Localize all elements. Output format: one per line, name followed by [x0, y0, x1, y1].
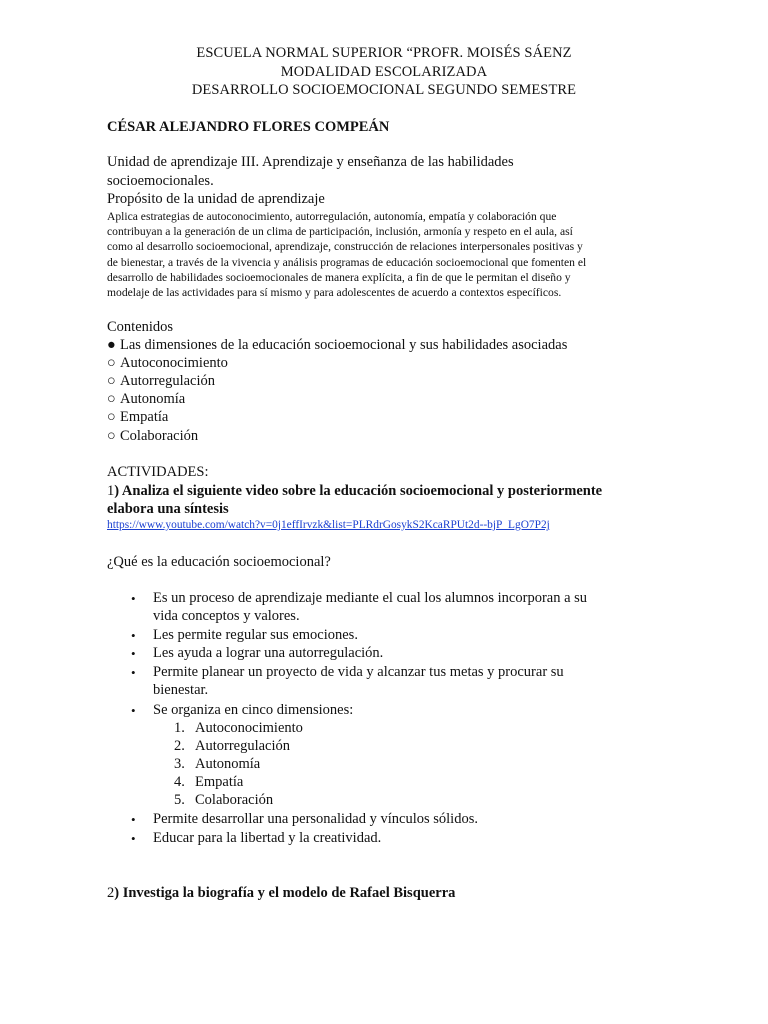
contents-heading: Contenidos — [107, 319, 174, 335]
answer-5: Se organiza en cinco dimensiones: — [153, 702, 354, 718]
purpose-line: Aplica estrategias de autoconocimiento, autorregulación, autonomía, empatía y colaboración que — [107, 210, 557, 223]
bullet-icon: • — [131, 646, 136, 661]
activity-1-line1 — [107, 483, 602, 500]
bullet-icon: • — [131, 812, 136, 827]
dimension-label: Autorregulación — [195, 738, 291, 754]
activity-1-line2: elabora una síntesis — [107, 501, 229, 517]
hollow-bullet-icon: ○ — [107, 409, 116, 425]
activity-2-text: ) Investiga la biografía y el modelo de Rafael Bisquerra — [114, 885, 456, 901]
activity-2-number: 2 — [107, 885, 115, 901]
purpose-line: desarrollo de habilidades socioemocionales de manera explícita, a fin de que le permitan el diseño y — [107, 270, 571, 284]
dimension-label: Autoconocimiento — [195, 720, 303, 736]
dimension-number: 2. — [174, 738, 185, 754]
bullet-icon: • — [131, 703, 136, 718]
bullet-icon: • — [131, 831, 136, 846]
hollow-bullet-icon: ○ — [107, 428, 116, 444]
activity-2 — [107, 885, 455, 902]
dimension-number: 4. — [174, 774, 185, 790]
activity-1-number: 1 — [107, 483, 115, 499]
bullet-icon: • — [131, 665, 136, 680]
contents-sub-item: ○ Colaboración — [107, 428, 199, 444]
dimension-number: 3. — [174, 756, 185, 772]
contents-sub-item: ○ Empatía — [107, 409, 169, 425]
contents-sub-item: ○ Autonomía — [107, 391, 186, 407]
unit-title-line2: socioemocionales. — [107, 173, 214, 189]
contents-sub-item: ○ Autorregulación — [107, 373, 216, 389]
contents-main-item — [107, 337, 567, 354]
modality: MODALIDAD ESCOLARIZADA — [280, 64, 488, 80]
hollow-bullet-icon: ○ — [107, 391, 116, 407]
dimension-number: 1. — [174, 720, 185, 736]
contents-sub-item: ○ Autoconocimiento — [107, 355, 228, 371]
school-name: ESCUELA NORMAL SUPERIOR “PROFR. MOISÉS SÁENZ — [196, 45, 572, 61]
hollow-bullet-icon: ○ — [107, 373, 116, 389]
hollow-bullet-icon: ○ — [107, 355, 116, 371]
activities-heading: ACTIVIDADES: — [107, 464, 209, 480]
answer-2: Les permite regular sus emociones. — [153, 627, 358, 643]
answer-6: Permite desarrollar una personalidad y vínculos sólidos. — [153, 811, 478, 827]
purpose-line: como al desarrollo socioemocional, aprendizaje, construcción de relaciones interpersonales positivas y — [107, 240, 583, 254]
purpose-line: contribuyan a la generación de un clima de participación, inclusión, armonía y respeto en el aula, así — [107, 225, 573, 239]
answer-1-line2: vida conceptos y valores. — [153, 608, 300, 624]
youtube-video-link[interactable]: https://www.youtube.com/watch?v=0j1effIrvzk&list=PLRdrGosykS2KcaRPUt2d--bjP_LgO7P2j — [107, 519, 550, 531]
purpose-line: modelaje de las actividades para sí mismo y para adolescentes de acuerdo a contextos específicos. — [107, 286, 562, 300]
answer-7: Educar para la libertad y la creatividad. — [153, 830, 382, 846]
unit-title-line1: Unidad de aprendizaje III. Aprendizaje y enseñanza de las habilidades — [107, 154, 514, 170]
bullet-icon: • — [131, 628, 136, 643]
contents-main-label: Las dimensiones de la educación socioemocional y sus habilidades asociadas — [120, 337, 568, 353]
author-name: CÉSAR ALEJANDRO FLORES COMPEÁN — [107, 119, 390, 135]
purpose-heading: Propósito de la unidad de aprendizaje — [107, 191, 325, 207]
answer-1-line1: Es un proceso de aprendizaje mediante el cual los alumnos incorporan a su — [153, 590, 588, 606]
purpose-paragraph — [107, 209, 586, 300]
filled-bullet-icon: ● — [107, 337, 116, 353]
answer-4-line2: bienestar. — [153, 682, 209, 698]
question-heading: ¿Qué es la educación socioemocional? — [107, 554, 331, 570]
activity-1-text: ) Analiza el siguiente video sobre la educación socioemocional y posteriormente — [114, 483, 603, 499]
answer-3: Les ayuda a lograr una autorregulación. — [153, 645, 384, 661]
dimension-label: Colaboración — [195, 792, 274, 808]
purpose-line: de bienestar, a través de la vivencia y análisis programas de educación socioemocional que fomenten el — [107, 255, 587, 269]
dimension-label: Autonomía — [195, 756, 261, 772]
answer-4-line1: Permite planear un proyecto de vida y alcanzar tus metas y procurar su — [153, 664, 564, 680]
course-title: DESARROLLO SOCIOEMOCIONAL SEGUNDO SEMESTRE — [191, 82, 577, 98]
dimension-label: Empatía — [195, 774, 244, 790]
dimension-number: 5. — [174, 792, 185, 808]
bullet-icon: • — [131, 591, 136, 606]
